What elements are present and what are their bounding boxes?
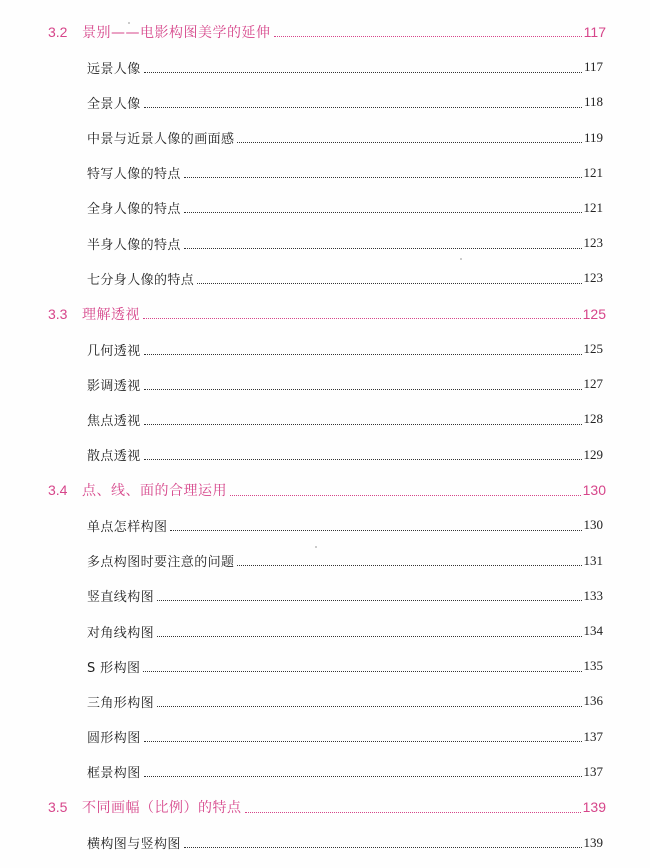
entry-page-number: 127 bbox=[583, 376, 603, 392]
dot-leader bbox=[143, 671, 581, 672]
section-page-number: 139 bbox=[582, 799, 606, 816]
entry-title: 全景人像 bbox=[87, 96, 141, 112]
entry-page-number: 137 bbox=[583, 728, 603, 744]
paper-speck bbox=[128, 22, 130, 24]
paper-speck bbox=[315, 546, 317, 548]
dot-leader bbox=[184, 212, 582, 213]
toc-entry[interactable] bbox=[0, 120, 650, 155]
dot-leader bbox=[157, 706, 581, 707]
entry-page-number: 121 bbox=[583, 199, 603, 215]
toc-entry[interactable] bbox=[0, 190, 650, 225]
entry-page-number: 128 bbox=[583, 411, 603, 427]
entry-title: 圆形构图 bbox=[87, 731, 141, 747]
section-number: 3.5 bbox=[48, 799, 68, 816]
toc-entry[interactable] bbox=[0, 402, 650, 437]
toc-entry[interactable] bbox=[0, 437, 650, 472]
entry-title: 多点构图时要注意的问题 bbox=[87, 555, 235, 571]
toc-entry[interactable] bbox=[0, 825, 650, 860]
toc-entry[interactable] bbox=[0, 50, 650, 85]
dot-leader bbox=[184, 847, 582, 848]
toc-entry[interactable] bbox=[0, 754, 650, 789]
dot-leader bbox=[197, 283, 581, 284]
entry-page-number: 129 bbox=[583, 446, 603, 462]
dot-leader bbox=[157, 600, 581, 601]
toc-entry[interactable] bbox=[0, 332, 650, 367]
entry-title: 框景构图 bbox=[87, 766, 141, 782]
dot-leader bbox=[230, 495, 581, 496]
entry-title: 影调透视 bbox=[87, 378, 141, 394]
dot-leader bbox=[184, 177, 582, 178]
entry-title: 中景与近景人像的画面感 bbox=[87, 132, 235, 148]
entry-page-number: 130 bbox=[583, 517, 603, 533]
section-title: 不同画幅（比例）的特点 bbox=[82, 800, 242, 817]
table-of-contents bbox=[0, 14, 650, 860]
toc-entry[interactable] bbox=[0, 649, 650, 684]
dot-leader bbox=[144, 459, 582, 460]
dot-leader bbox=[157, 636, 581, 637]
toc-entry[interactable] bbox=[0, 719, 650, 754]
entry-title: 几何透视 bbox=[87, 343, 141, 359]
section-page-number: 117 bbox=[583, 23, 606, 40]
dot-leader bbox=[144, 389, 582, 390]
toc-entry[interactable] bbox=[0, 226, 650, 261]
entry-title: 三角形构图 bbox=[87, 695, 155, 711]
toc-section-3-3[interactable] bbox=[0, 296, 650, 332]
section-title: 景别——电影构图美学的延伸 bbox=[82, 24, 271, 41]
dot-leader bbox=[144, 107, 582, 108]
toc-entry[interactable] bbox=[0, 367, 650, 402]
toc-section-3-5[interactable] bbox=[0, 789, 650, 825]
entry-page-number: 123 bbox=[583, 270, 603, 286]
toc-entry[interactable] bbox=[0, 155, 650, 190]
entry-page-number: 133 bbox=[583, 587, 603, 603]
entry-page-number: 131 bbox=[583, 552, 603, 568]
toc-section-3-2[interactable] bbox=[0, 14, 650, 50]
entry-title: 七分身人像的特点 bbox=[87, 272, 195, 288]
entry-page-number: 121 bbox=[583, 164, 603, 180]
entry-title: 全身人像的特点 bbox=[87, 202, 181, 218]
dot-leader bbox=[274, 36, 582, 37]
entry-page-number: 119 bbox=[583, 129, 603, 145]
dot-leader bbox=[143, 318, 581, 319]
entry-title: 竖直线构图 bbox=[87, 590, 155, 606]
entry-page-number: 118 bbox=[583, 94, 603, 110]
toc-entry[interactable] bbox=[0, 261, 650, 296]
dot-leader bbox=[144, 354, 582, 355]
dot-leader bbox=[144, 424, 582, 425]
section-number: 3.4 bbox=[48, 482, 68, 499]
dot-leader bbox=[237, 565, 581, 566]
entry-page-number: 137 bbox=[583, 763, 603, 779]
toc-entry[interactable] bbox=[0, 508, 650, 543]
entry-title: 对角线构图 bbox=[87, 625, 155, 641]
toc-entry[interactable] bbox=[0, 543, 650, 578]
toc-section-3-4[interactable] bbox=[0, 472, 650, 508]
section-page-number: 130 bbox=[582, 482, 606, 499]
dot-leader bbox=[144, 741, 582, 742]
section-number: 3.2 bbox=[48, 23, 68, 40]
toc-entry[interactable] bbox=[0, 85, 650, 120]
dot-leader bbox=[245, 812, 581, 813]
paper-speck bbox=[460, 258, 462, 260]
entry-page-number: 117 bbox=[583, 59, 603, 75]
entry-page-number: 125 bbox=[583, 341, 603, 357]
entry-title: S 形构图 bbox=[87, 660, 141, 676]
entry-title: 散点透视 bbox=[87, 449, 141, 465]
entry-title: 特写人像的特点 bbox=[87, 167, 181, 183]
entry-title: 半身人像的特点 bbox=[87, 237, 181, 253]
dot-leader bbox=[237, 142, 582, 143]
dot-leader bbox=[144, 72, 582, 73]
entry-page-number: 123 bbox=[583, 235, 603, 251]
entry-page-number: 135 bbox=[583, 658, 603, 674]
entry-page-number: 139 bbox=[583, 834, 603, 850]
dot-leader bbox=[144, 776, 582, 777]
entry-page-number: 136 bbox=[583, 693, 603, 709]
entry-title: 单点怎样构图 bbox=[87, 519, 168, 535]
toc-entry[interactable] bbox=[0, 613, 650, 648]
entry-page-number: 134 bbox=[583, 623, 603, 638]
dot-leader bbox=[184, 248, 582, 249]
section-title: 点、线、面的合理运用 bbox=[82, 483, 227, 500]
section-page-number: 125 bbox=[582, 305, 606, 322]
entry-title: 焦点透视 bbox=[87, 413, 141, 429]
dot-leader bbox=[170, 530, 581, 531]
section-title: 理解透视 bbox=[82, 306, 140, 323]
entry-title: 横构图与竖构图 bbox=[87, 837, 181, 853]
entry-title: 远景人像 bbox=[87, 61, 141, 77]
toc-entry[interactable] bbox=[0, 684, 650, 719]
section-number: 3.3 bbox=[48, 305, 68, 322]
toc-entry[interactable] bbox=[0, 578, 650, 613]
